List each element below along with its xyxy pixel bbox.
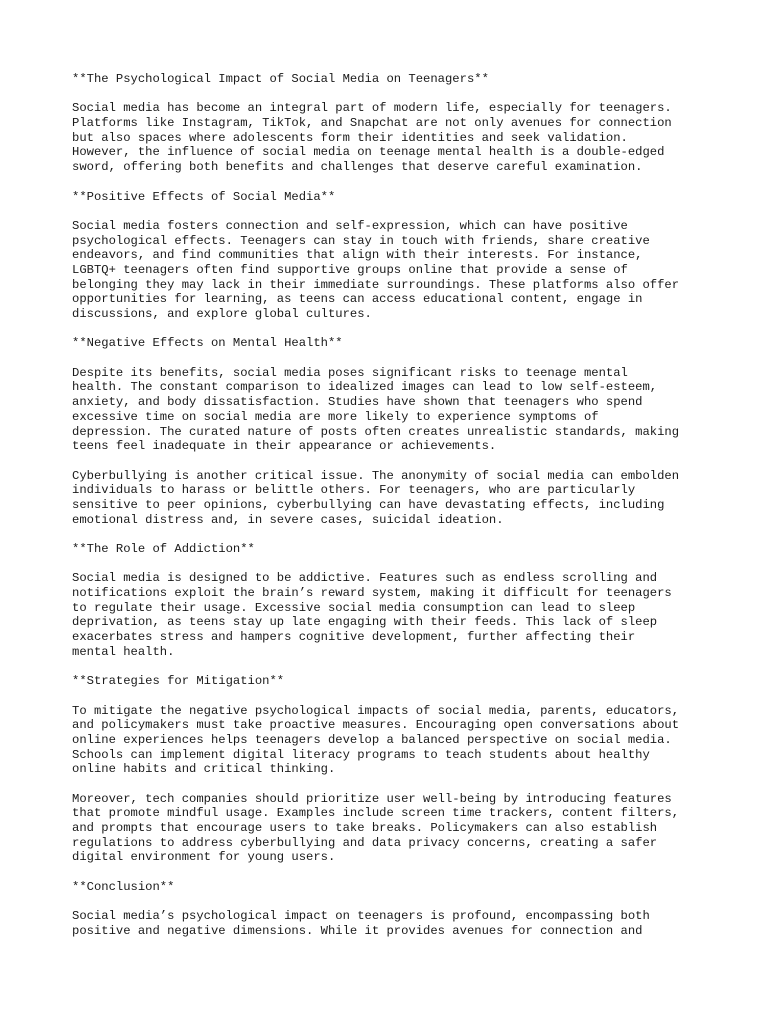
paragraph-line: digital environment for young users. bbox=[72, 850, 336, 865]
paragraph-line: excessive time on social media are more likely to experience symptoms of bbox=[72, 409, 599, 424]
body-paragraph bbox=[72, 101, 712, 174]
body-paragraph bbox=[72, 704, 712, 777]
section-heading bbox=[72, 190, 712, 205]
section-heading bbox=[72, 880, 712, 895]
paragraph-line: Cyberbullying is another critical issue. The anonymity of social media can embolden bbox=[72, 468, 680, 483]
paragraph-line: anxiety, and body dissatisfaction. Studies have shown that teenagers who spend bbox=[72, 395, 643, 410]
paragraph-line: Social media has become an integral part of modern life, especially for teenagers. bbox=[72, 101, 672, 116]
paragraph-spacer bbox=[72, 865, 712, 880]
heading-line: **The Psychological Impact of Social Media on Teenagers** bbox=[72, 72, 489, 86]
paragraph-line: However, the influence of social media on teenage mental health is a double-edged bbox=[72, 145, 665, 160]
paragraph-line: psychological effects. Teenagers can stay in touch with friends, share creative bbox=[72, 233, 650, 248]
paragraph-line: LGBTQ+ teenagers often find supportive groups online that provide a sense of bbox=[72, 262, 628, 277]
paragraph-line: to regulate their usage. Excessive social media consumption can lead to sleep bbox=[72, 600, 636, 615]
paragraph-line: endeavors, and find communities that align with their interests. For instance, bbox=[72, 248, 643, 263]
heading-line: **Strategies for Mitigation** bbox=[72, 674, 285, 689]
paragraph-line: regulations to address cyberbullying and data privacy concerns, creating a safer bbox=[72, 835, 658, 850]
heading-line: **Positive Effects of Social Media** bbox=[72, 189, 336, 204]
paragraph-line: belonging they may lack in their immediate surroundings. These platforms also offer bbox=[72, 277, 680, 292]
paragraph-line: and prompts that encourage users to take breaks. Policymakers can also establish bbox=[72, 821, 658, 836]
paragraph-spacer bbox=[72, 777, 712, 792]
paragraph-line: Social media is designed to be addictive. Features such as endless scrolling and bbox=[72, 571, 658, 586]
paragraph-line: Social media fosters connection and self-expression, which can have positive bbox=[72, 218, 628, 233]
paragraph-spacer bbox=[72, 204, 712, 219]
paragraph-spacer bbox=[72, 557, 712, 572]
paragraph-spacer bbox=[72, 351, 712, 366]
paragraph-line: online experiences helps teenagers develop a balanced perspective on social media. bbox=[72, 732, 672, 747]
body-paragraph bbox=[72, 571, 712, 659]
paragraph-spacer bbox=[72, 689, 712, 704]
body-paragraph bbox=[72, 366, 712, 454]
paragraph-line: Platforms like Instagram, TikTok, and Snapchat are not only avenues for connection bbox=[72, 116, 672, 131]
paragraph-spacer bbox=[72, 87, 712, 102]
paragraph-line: sensitive to peer opinions, cyberbullying can have devastating effects, including bbox=[72, 497, 665, 512]
paragraph-line: positive and negative dimensions. While it provides avenues for connection and bbox=[72, 923, 643, 938]
section-heading bbox=[72, 336, 712, 351]
paragraph-line: and policymakers must take proactive measures. Encouraging open conversations about bbox=[72, 718, 680, 733]
paragraph-spacer bbox=[72, 322, 712, 337]
paragraph-line: sword, offering both benefits and challenges that deserve careful examination. bbox=[72, 160, 643, 175]
paragraph-line: health. The constant comparison to idealized images can lead to low self-esteem, bbox=[72, 380, 658, 395]
body-paragraph bbox=[72, 792, 712, 865]
heading-line: **The Role of Addiction** bbox=[72, 542, 255, 556]
paragraph-line: exacerbates stress and hampers cognitive development, further affecting their bbox=[72, 630, 636, 645]
section-heading bbox=[72, 542, 712, 557]
paragraph-line: depression. The curated nature of posts often creates unrealistic standards, making bbox=[72, 424, 680, 439]
paragraph-line: deprivation, as teens stay up late engaging with their feeds. This lack of sleep bbox=[72, 615, 658, 630]
section-heading bbox=[72, 674, 712, 689]
paragraph-spacer bbox=[72, 175, 712, 190]
heading-line: **Negative Effects on Mental Health** bbox=[72, 336, 343, 351]
paragraph-line: opportunities for learning, as teens can access educational content, engage in bbox=[72, 292, 643, 307]
paragraph-line: that promote mindful usage. Examples include screen time trackers, content filters, bbox=[72, 806, 680, 821]
paragraph-line: emotional distress and, in severe cases, suicidal ideation. bbox=[72, 512, 504, 527]
paragraph-spacer bbox=[72, 895, 712, 910]
paragraph-line: Social media’s psychological impact on teenagers is profound, encompassing both bbox=[72, 909, 650, 924]
paragraph-line: Despite its benefits, social media poses significant risks to teenage mental bbox=[72, 365, 628, 380]
paragraph-line: teens feel inadequate in their appearance or achievements. bbox=[72, 439, 497, 454]
paragraph-line: individuals to harass or belittle others. For teenagers, who are particularly bbox=[72, 483, 636, 498]
paragraph-line: but also spaces where adolescents form their identities and seek validation. bbox=[72, 130, 628, 145]
paragraph-line: online habits and critical thinking. bbox=[72, 762, 336, 777]
paragraph-spacer bbox=[72, 660, 712, 675]
paragraph-line: Moreover, tech companies should prioritize user well-being by introducing features bbox=[72, 791, 672, 806]
paragraph-line: notifications exploit the brain’s reward system, making it difficult for teenagers bbox=[72, 586, 672, 601]
paragraph-line: mental health. bbox=[72, 644, 175, 659]
heading-line: **Conclusion** bbox=[72, 879, 175, 894]
paragraph-line: To mitigate the negative psychological impacts of social media, parents, educators, bbox=[72, 703, 680, 718]
body-paragraph bbox=[72, 909, 712, 938]
paragraph-line: Schools can implement digital literacy programs to teach students about healthy bbox=[72, 747, 650, 762]
paragraph-spacer bbox=[72, 454, 712, 469]
body-paragraph bbox=[72, 219, 712, 322]
section-heading bbox=[72, 72, 712, 87]
paragraph-line: discussions, and explore global cultures. bbox=[72, 307, 372, 321]
paragraph-spacer bbox=[72, 527, 712, 542]
document-body bbox=[72, 72, 712, 939]
body-paragraph bbox=[72, 469, 712, 528]
